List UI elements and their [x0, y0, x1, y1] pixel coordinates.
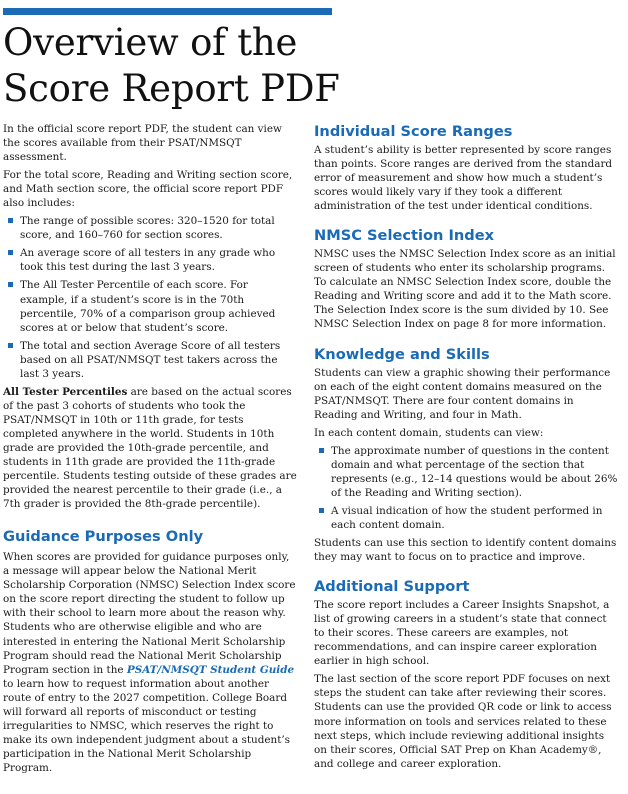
guidance-text-end: to learn how to request information about another route of entry to the 2027 competition. College Board will forward all reports of misconduct or testing irregularities to NMSC, which reserves the right to make its own independent judgment about a student’s participation in the National Merit Scholarship Program.	[3, 677, 291, 774]
bullet-square-icon	[8, 343, 13, 348]
list-item-text: A visual indication of how the student performed in each content domain.	[331, 504, 603, 531]
guidance-heading: Guidance Purposes Only	[3, 528, 204, 546]
knowledge-skills-paragraph-1: Students can view a graphic showing their performance on each of the eight content domains measured on the PSAT/NMSQT. There are four content domains in Reading and Writing, and four in Math.	[314, 366, 611, 421]
list-item	[3, 339, 297, 381]
list-item	[3, 278, 297, 334]
percentiles-term: All Tester Percentiles	[3, 385, 128, 398]
list-item	[314, 444, 618, 500]
knowledge-skills-heading: Knowledge and Skills	[314, 345, 490, 363]
nmsc-paragraph: NMSC uses the NMSC Selection Index score as an initial screen of students who enter its scholarship programs. To calculate an NMSC Selection Index score, double the Reading and Writing score and add it to the Math score. The Selection Index score is the sum divided by 10. See NMSC Selection Index on page 8 for more information.	[314, 248, 616, 331]
percentiles-paragraph	[3, 385, 297, 511]
bullet-square-icon	[8, 218, 13, 223]
page-title	[3, 20, 423, 112]
list-item-text: The total and section Average Score of all testers based on all PSAT/NMSQT test takers across the last 3 years.	[20, 339, 281, 380]
student-guide-link[interactable]: PSAT/NMSQT Student Guide	[126, 663, 295, 676]
score-ranges-heading: Individual Score Ranges	[314, 123, 513, 140]
intro-paragraph-2: For the total score, Reading and Writing section score, and Math section score, the official score report PDF also includes:	[3, 169, 293, 210]
additional-support-paragraph-1: The score report includes a Career Insights Snapshot, a list of growing careers in a student’s state that connect to their scores. These careers are examples, not recommendations, and can inspire career exploration earlier in high school.	[314, 599, 610, 668]
guidance-text-start: When scores are provided for guidance purposes only, a message will appear below the National Merit Scholarship Corporation (NMSC) Selection Index score on the score report directing the student to follow up with their school to learn more about the reason why. Students who are otherwise eligible and who are interested in entering the National Merit Scholarship Program should read the National Merit Scholarship Program section in the	[3, 551, 296, 676]
header-accent-bar	[3, 8, 332, 15]
list-item	[3, 214, 297, 242]
bullet-square-icon	[319, 448, 324, 453]
list-item-text: The All Tester Percentile of each score. For example, if a student’s score is in the 70th percentile, 70% of a comparison group achieved scores at or below that student’s score.	[20, 279, 276, 334]
bullet-square-icon	[319, 508, 324, 513]
percentiles-text: are based on the actual scores of the past 3 cohorts of students who took the PSAT/NMSQT in 10th or 11th grade, for tests completed anywhere in the world. Students in 10th grade are provided the 10th-grade percentile, and students in 11th grade are provided the 11th-grade percentile. Students testing outside of these grades are provided the nearest percentile to their grade (i.e., a 7th grader is provided the 8th-grade percentile).	[3, 385, 297, 511]
list-item	[3, 246, 297, 274]
additional-support-heading: Additional Support	[314, 578, 470, 596]
title-line-2: Score Report PDF	[3, 67, 340, 110]
list-item-text: The approximate number of questions in the content domain and what percentage of the section that represents (e.g., 12–14 questions would be about 26% of the Reading and Writing section).	[331, 444, 618, 499]
score-ranges-paragraph: A student’s ability is better represented by score ranges than points. Score ranges are derived from the standard error of measurement and show how much a student’s scores would likely vary if they took a different administration of the test under identical conditions.	[314, 144, 613, 213]
knowledge-skills-paragraph-3: Students can use this section to identify content domains they may want to focus on to practice and improve.	[314, 537, 617, 564]
nmsc-heading: NMSC Selection Index	[314, 227, 495, 245]
right-column	[314, 122, 618, 775]
left-column	[3, 122, 297, 779]
title-line-1: Overview of the	[3, 21, 298, 64]
guidance-paragraph	[3, 550, 297, 775]
includes-list	[3, 214, 297, 381]
list-item-text: The range of possible scores: 320–1520 for total score, and 160–760 for section scores.	[20, 215, 275, 242]
additional-support-paragraph-2: The last section of the score report PDF focuses on next steps the student can take after reviewing their scores. Students can use the provided QR code or link to access more information on tools and services related to these next steps, which include reviewing additional insights on their scores, Official SAT Prep on Khan Academy®, and college and career exploration.	[314, 673, 612, 770]
list-item-text: An average score of all testers in any grade who took this test during the last 3 years.	[20, 247, 276, 274]
knowledge-skills-paragraph-2: In each content domain, students can view:	[314, 426, 544, 439]
list-item	[314, 504, 618, 532]
bullet-square-icon	[8, 282, 13, 287]
bullet-square-icon	[8, 250, 13, 255]
intro-paragraph-1: In the official score report PDF, the student can view the scores available from their PSAT/NMSQT assessment.	[3, 123, 282, 164]
content-domain-list	[314, 444, 618, 532]
